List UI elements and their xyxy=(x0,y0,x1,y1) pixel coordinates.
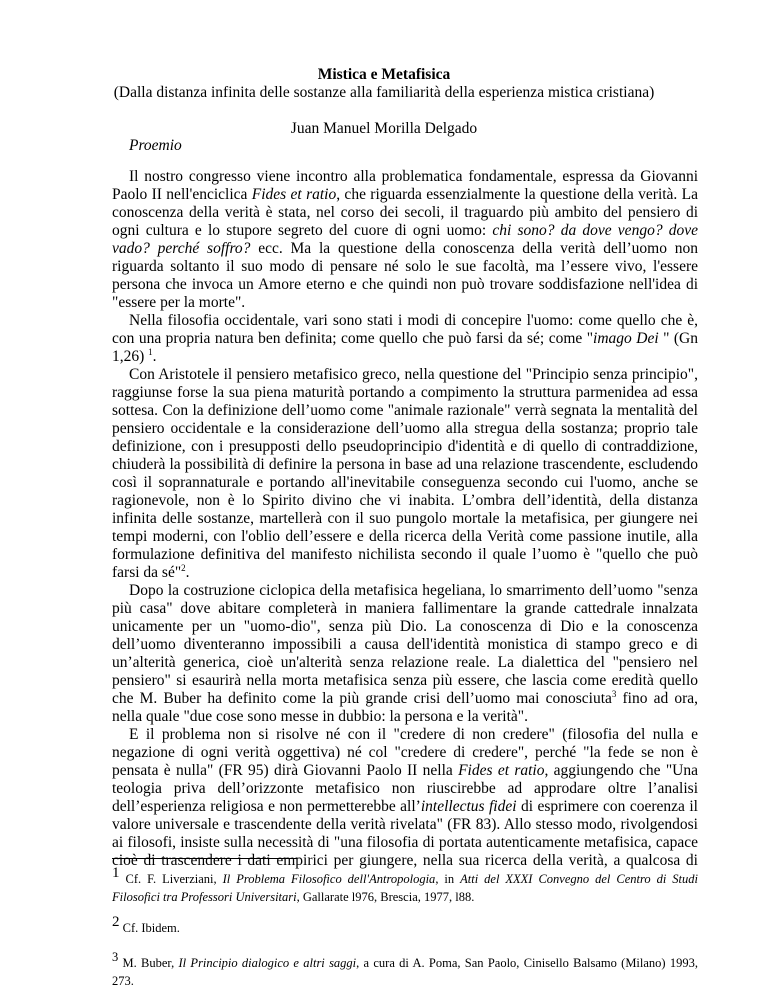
text-line: Dopo la costruzione ciclopica della metafisica hegeliana, lo smarrimento dell’uomo "senza xyxy=(129,582,698,599)
text-line: pensata è nulla" (FR 95) dirà Giovanni Paolo II nella Fides et ratio, aggiungendo che "Una xyxy=(112,762,698,779)
author-name: Juan Manuel Morilla Delgado xyxy=(290,120,478,137)
footnote-2: $^2$ Cf. Ibidem. xyxy=(112,914,180,935)
text-line: ogni cultura e lo stupore segreto del cuore di ogni uomo: chi sono? da dove vengo? dove xyxy=(112,222,698,239)
text-line: sottesa. Con la definizione dell’uomo come "animale razionale" verrà segnata la mentalità del xyxy=(112,402,698,419)
text-line: 1,26) $^1$. xyxy=(112,347,157,365)
text-line: valore universale e trascendente della verità rivelata" (FR 83). Allo stesso modo, rivolgendosi xyxy=(112,816,698,833)
text-line: pensiero" si esaurirà nella morta metafisica senza più essere, che lascia come eredità quello xyxy=(112,672,698,689)
text-line: persona che invoca un Amore eterno e che quindi non può trovare soddisfazione nell'idea di xyxy=(112,276,698,293)
text-line: Il nostro congresso viene incontro alla problematica fondamentale, espressa da Giovanni xyxy=(129,168,698,185)
footnote-ref-2: 2 xyxy=(181,563,186,573)
text-line: teologia priva dell’orizzonte metafisico non riuscirebbe ad approdare oltre l’analisi xyxy=(112,780,698,797)
text-line: con una propria natura ben definita; come quello che può farsi da sé; come "imago Dei " (Gn xyxy=(112,330,698,347)
text-line: ragionevole, non è lo Spirito divino che vi inabita. L’ombra dell’identità, della distanza xyxy=(112,492,698,509)
text-line: dell’uomo diventeranno impossibili a causa dell'identità monistica di stampo greco e di xyxy=(112,636,698,653)
text-line: così il soprannaturale e portando all'inevitabile conseguenza secondo cui l'uomo, anche se xyxy=(112,474,698,491)
text-line: ai filosofi, insiste sulla necessità di "una filosofia di portata autenticamente metafisica, capace xyxy=(112,834,698,851)
body-text xyxy=(112,168,698,870)
text-line: Nella filosofia occidentale, vari sono stati i modi di concepire l'uomo: come quello che è, xyxy=(129,312,698,329)
text-line: tempi moderni, con l'oblio dell’essere e della ricerca della Verità come passione inutile, alla xyxy=(112,528,698,545)
text-line: cioè di trascendere i dati empirici per giungere, nella sua ricerca della verità, a qualcosa di xyxy=(112,852,698,869)
text-line: formulazione definitiva del manifesto nichilista secondo il quale l’uomo è "quello che può xyxy=(112,546,698,563)
text-line: dell’esperienza religiosa e non permetterebbe all’intellectus fidei di esprimere con coerenza il xyxy=(112,798,698,815)
text-line: un’alterità generica, cioè un'alterità senza relazione reale. La dialettica del "pensiero nel xyxy=(112,654,698,671)
footnote-ref-3: 3 xyxy=(611,689,617,699)
text-line: raggiunse forse la sua piena maturità portando a compimento la struttura parmenidea ad essa xyxy=(112,384,698,401)
section-heading: Proemio xyxy=(129,137,182,154)
text-line: più casa" dove abitare completerà in maniera fallimentare la grande cattedrale innalzata xyxy=(112,600,698,617)
text-line: che M. Buber ha definito come la più grande crisi dell’uomo mai conosciuta$^3$ fino ad ora, xyxy=(112,689,698,707)
text-line: negazione di ogni verità oggettiva) né col "credere di credere", perché "la fede se non è xyxy=(112,744,698,761)
document-subtitle: (Dalla distanza infinita delle sostanze alla familiarità della esperienza mistica cristiana) xyxy=(113,84,655,101)
footnote-1: $^1$ Cf. F. Liverziani, Il Problema Filosofico dell'Antropologia, in Atti del XXXI Convegno del Centro di Studi Filosofici tra Professori Universitari, Gallarate l976, Brescia, 1977, l88. xyxy=(112,865,698,904)
footnote-3: $^3$ M. Buber, Il Principio dialogico e altri saggi, a cura di A. Poma, San Paolo, Cinisello Balsamo (Milano) 1993, 273. xyxy=(112,950,698,988)
text-line: nella quale "due cose sono messe in dubbio: la persona e la verità". xyxy=(112,708,528,725)
document-title: Mistica e Metafisica xyxy=(317,66,451,83)
text-line: "essere per la morte". xyxy=(112,294,246,311)
text-line: pensiero occidentale e la considerazione dell’uomo alla stregua della sostanza; proprio tale xyxy=(112,420,698,437)
text-line: Paolo II nell'enciclica Fides et ratio, che riguarda essenzialmente la questione della verità. La xyxy=(112,186,698,203)
text-line: farsi da sé"$^2$. xyxy=(112,563,190,581)
text-line: riguarda soltanto il suo modo di pensare né solo le sue facoltà, ma l’essere vivo, l'essere xyxy=(112,258,698,275)
text-line: unicamente per un "uomo-dio", senza più Dio. La conoscenza di Dio e la conoscenza xyxy=(112,618,698,635)
footnote-separator xyxy=(112,858,297,859)
text-line: E il problema non si risolve né con il "credere di non credere" (filosofia del nulla e xyxy=(129,726,698,743)
text-line: chiuderà la possibilità di definire la persona in base ad una relazione trascendente, escludendo xyxy=(112,456,698,473)
text-line: Con Aristotele il pensiero metafisico greco, nella questione del "Principio senza principio", xyxy=(129,366,698,383)
text-line: definizione, con i presupposti dello pseudoprincipio d'identità e di quello di contraddizione, xyxy=(112,438,698,455)
footnote-ref-1: 1 xyxy=(148,347,153,357)
text-line: conoscenza della verità è stata, nel corso dei secoli, il traguardo più ambito del pensiero di xyxy=(112,204,698,221)
text-line: infinita delle sostanze, martellerà con il suo pungolo mortale la metafisica, per giungere nei xyxy=(112,510,698,527)
text-line: vado? perché soffro? ecc. Ma la questione della conoscenza della verità dell’uomo non xyxy=(112,240,699,257)
